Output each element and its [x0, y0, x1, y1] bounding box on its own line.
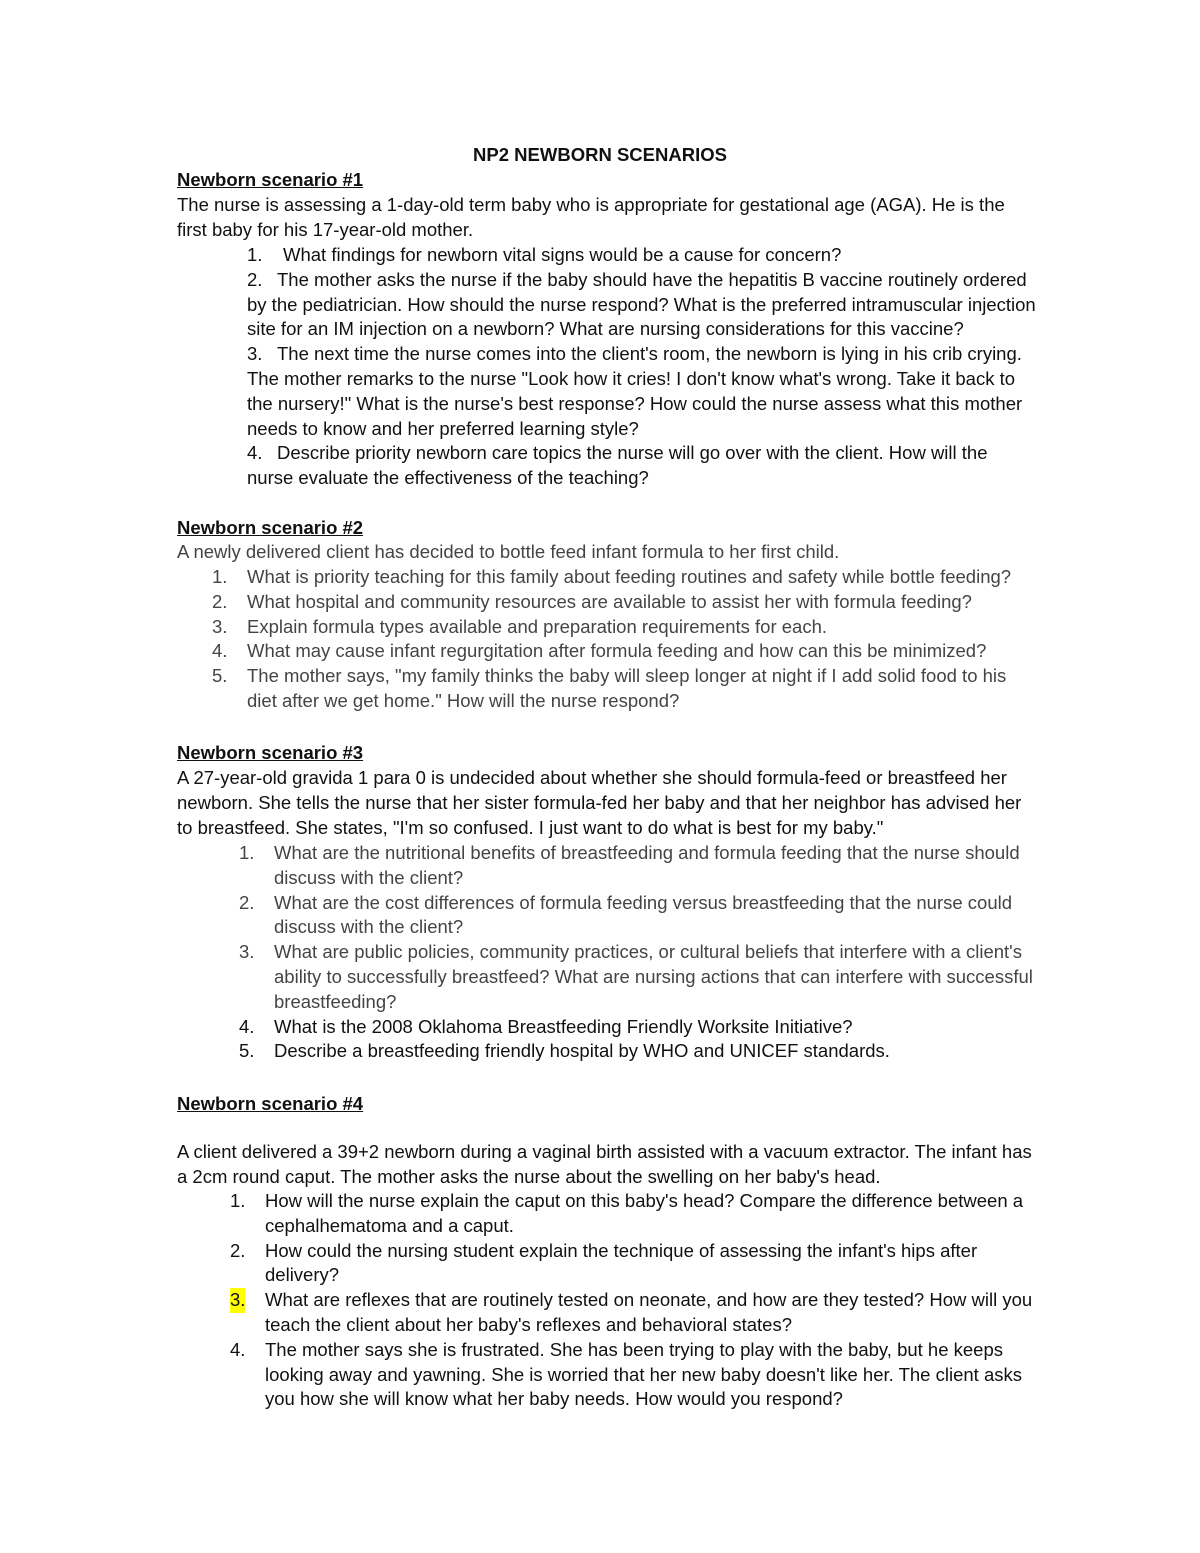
item-text: How could the nursing student explain the technique of assessing the infant's hips after delivery? [265, 1239, 978, 1286]
item-number: 1. [247, 244, 263, 265]
item-text: The mother says, "my family thinks the baby will sleep longer at night if I add solid food to his diet after we get home." How will the nurse respond? [247, 665, 1007, 711]
item-text: What are public policies, community practices, or cultural beliefs that interfere with a client's ability to successfully breastfeed? What are nursing actions that can interfere with successful breastfeeding? [274, 941, 1033, 1012]
scenario-3-questions [239, 841, 1037, 1064]
list-item [230, 1338, 1037, 1412]
item-number: 2. [247, 268, 263, 290]
scenario-4-heading: Newborn scenario #4 [177, 1093, 364, 1114]
highlighted-item-number: 3. [230, 1288, 245, 1313]
item-number: 4. [230, 1338, 246, 1360]
list-item [247, 243, 1037, 268]
list-item [230, 1288, 1037, 1338]
item-number: 5. [239, 1040, 255, 1062]
list-item [239, 1015, 1037, 1040]
item-number: 2. [239, 891, 255, 913]
item-text: What hospital and community resources are available to assist her with formula feeding? [247, 590, 972, 612]
item-text: The mother asks the nurse if the baby should have the hepatitis B vaccine routinely ordered by the pediatrician. How should the nurse respond? What is the preferred intramuscular injection site for an IM injection on a newborn? What are nursing considerations for this vaccine? [247, 268, 1036, 340]
item-text: What are reflexes that are routinely tested on neonate, and how are they tested? How will you teach the client about her baby's reflexes and behavioral states? [265, 1289, 1033, 1335]
item-text: What findings for newborn vital signs would be a cause for concern? [283, 244, 842, 265]
scenario-1-questions [247, 243, 1037, 491]
item-number: 1. [239, 842, 255, 863]
item-number: 2. [230, 1239, 246, 1261]
list-item [247, 441, 1037, 491]
list-item [247, 342, 1037, 441]
item-text: The mother says she is frustrated. She has been trying to play with the baby, but he keeps looking away and yawning. She is worried that her new baby doesn't like her. The client asks you how she will know what her baby needs. How would you respond? [265, 1338, 1022, 1410]
item-number: 4. [239, 1015, 255, 1037]
item-text: Describe a breastfeeding friendly hospital by WHO and UNICEF standards. [274, 1040, 890, 1062]
page-title: NP2 NEWBORN SCENARIOS [473, 144, 727, 165]
item-number: 4. [247, 442, 263, 464]
scenario-2-intro: A newly delivered client has decided to bottle feed infant formula to her first child. [177, 541, 840, 562]
item-text: What is the 2008 Oklahoma Breastfeeding Friendly Worksite Initiative? [274, 1015, 853, 1037]
list-item [239, 1039, 1037, 1064]
list-item [239, 891, 1037, 941]
list-item [239, 841, 1037, 891]
item-number: 3. [239, 941, 255, 963]
scenario-2-questions [212, 565, 1037, 714]
list-item [212, 639, 1037, 664]
item-text: Describe priority newborn care topics the nurse will go over with the client. How will the nurse evaluate the effectiveness of the teaching? [247, 442, 988, 489]
list-item [230, 1239, 1037, 1289]
item-number: 3. [212, 615, 228, 637]
list-item [239, 940, 1037, 1014]
list-item [212, 565, 1037, 590]
list-item [247, 268, 1037, 342]
scenario-3-heading: Newborn scenario #3 [177, 742, 364, 763]
item-number: 5. [212, 665, 228, 687]
item-text: How will the nurse explain the caput on this baby's head? Compare the difference between a cephalhematoma and a caput. [265, 1190, 1024, 1236]
list-item [212, 590, 1037, 615]
scenario-3-intro: A 27-year-old gravida 1 para 0 is undecided about whether she should formula-feed or breastfeed her newborn. She tells the nurse that her sister formula-fed her baby and that her neighbor has advised her to breastfeed. She states, "I'm so confused. I just want to do what is best for my baby." [177, 767, 1022, 838]
item-text: What may cause infant regurgitation after formula feeding and how can this be minimized? [247, 640, 987, 662]
scenario-1-heading: Newborn scenario #1 [177, 169, 364, 190]
list-item [212, 664, 1037, 714]
list-item [212, 615, 1037, 640]
scenario-2-heading: Newborn scenario #2 [177, 517, 364, 538]
item-text: What are the cost differences of formula feeding versus breastfeeding that the nurse could discuss with the client? [274, 891, 1013, 938]
item-number: 4. [212, 640, 228, 662]
list-item [230, 1189, 1037, 1239]
scenario-4-intro: A client delivered a 39+2 newborn during a vaginal birth assisted with a vacuum extractor. The infant has a 2cm round caput. The mother asks the nurse about the swelling on her baby's head. [177, 1141, 1032, 1187]
item-number: 1. [212, 566, 228, 587]
item-text: Explain formula types available and preparation requirements for each. [247, 615, 827, 637]
item-number: 3. [247, 343, 263, 365]
item-text: What are the nutritional benefits of breastfeeding and formula feeding that the nurse should discuss with the client? [274, 842, 1020, 888]
scenario-4-questions [230, 1189, 1037, 1412]
item-text: What is priority teaching for this family about feeding routines and safety while bottle feeding? [247, 566, 1012, 587]
scenario-1-intro: The nurse is assessing a 1-day-old term baby who is appropriate for gestational age (AGA). He is the first baby for his 17-year-old mother. [177, 194, 1005, 240]
item-number: 2. [212, 590, 228, 612]
item-number: 1. [230, 1190, 246, 1211]
item-text: The next time the nurse comes into the client's room, the newborn is lying in his crib crying. The mother remarks to the nurse "Look how it cries! I don't know what's wrong. Take it back to the nursery!" What is the nurse's best response? How could the nurse assess what this mother needs to know and her preferred learning style? [247, 343, 1023, 439]
